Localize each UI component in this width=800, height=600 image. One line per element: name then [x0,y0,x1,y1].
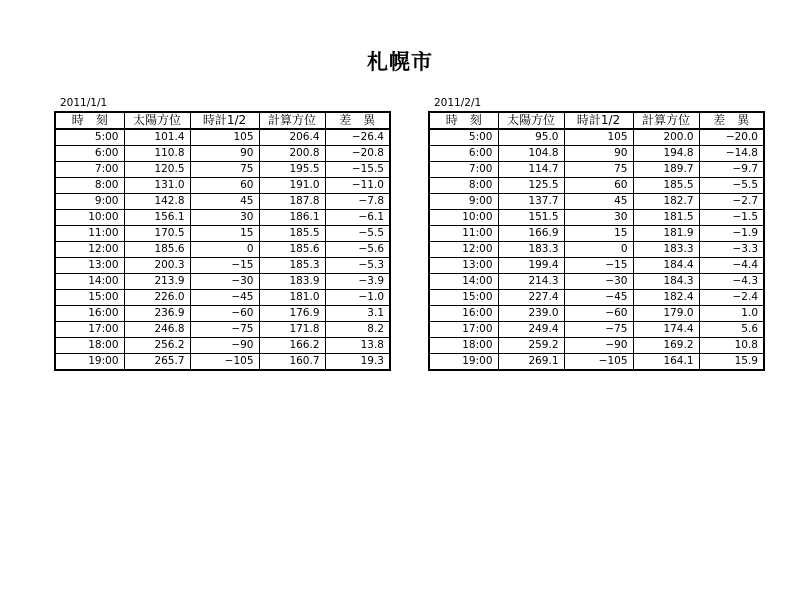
cell-difference: −15.5 [325,162,390,178]
cell-sun-azimuth: 259.2 [498,338,564,354]
cell-difference: 15.9 [699,354,764,371]
cell-time: 16:00 [429,306,498,322]
cell-time: 7:00 [55,162,124,178]
column-header-time: 時 刻 [55,112,124,129]
table-date-label: 2011/1/1 [60,97,108,109]
cell-computed-azimuth: 191.0 [259,178,325,194]
table-row [55,322,390,338]
cell-sun-azimuth: 236.9 [124,306,190,322]
cell-clock-half: 15 [190,226,259,242]
cell-sun-azimuth: 120.5 [124,162,190,178]
cell-sun-azimuth: 265.7 [124,354,190,371]
cell-clock-half: 0 [190,242,259,258]
cell-time: 15:00 [55,290,124,306]
column-header-clock-half: 時計1/2 [190,112,259,129]
cell-difference: −5.3 [325,258,390,274]
cell-difference: −3.3 [699,242,764,258]
cell-computed-azimuth: 164.1 [633,354,699,371]
cell-difference: 10.8 [699,338,764,354]
cell-difference: 1.0 [699,306,764,322]
column-header-computed-azimuth: 計算方位 [259,112,325,129]
cell-difference: 8.2 [325,322,390,338]
table-block-left [54,96,391,371]
cell-clock-half: −30 [564,274,633,290]
cell-time: 18:00 [429,338,498,354]
column-header-computed-azimuth: 計算方位 [633,112,699,129]
cell-clock-half: 15 [564,226,633,242]
cell-difference: 13.8 [325,338,390,354]
cell-time: 14:00 [429,274,498,290]
cell-computed-azimuth: 166.2 [259,338,325,354]
header-row [429,112,764,129]
cell-sun-azimuth: 166.9 [498,226,564,242]
cell-time: 15:00 [429,290,498,306]
cell-computed-azimuth: 181.0 [259,290,325,306]
cell-time: 11:00 [429,226,498,242]
cell-computed-azimuth: 171.8 [259,322,325,338]
table-row [429,274,764,290]
cell-computed-azimuth: 182.7 [633,194,699,210]
cell-time: 12:00 [429,242,498,258]
cell-sun-azimuth: 131.0 [124,178,190,194]
cell-sun-azimuth: 200.3 [124,258,190,274]
cell-sun-azimuth: 227.4 [498,290,564,306]
table-row [55,194,390,210]
table-row [429,162,764,178]
table-row [55,178,390,194]
cell-sun-azimuth: 249.4 [498,322,564,338]
column-header-difference: 差 異 [699,112,764,129]
table-body [429,129,764,370]
table-row [55,354,390,371]
cell-computed-azimuth: 181.5 [633,210,699,226]
cell-sun-azimuth: 183.3 [498,242,564,258]
cell-computed-azimuth: 186.1 [259,210,325,226]
cell-computed-azimuth: 200.0 [633,129,699,146]
cell-computed-azimuth: 183.3 [633,242,699,258]
cell-sun-azimuth: 213.9 [124,274,190,290]
table-body [55,129,390,370]
table-row [55,290,390,306]
table-row [429,354,764,371]
cell-sun-azimuth: 142.8 [124,194,190,210]
cell-time: 9:00 [429,194,498,210]
cell-time: 19:00 [55,354,124,371]
cell-computed-azimuth: 185.3 [259,258,325,274]
cell-clock-half: −60 [190,306,259,322]
cell-difference: −20.0 [699,129,764,146]
cell-sun-azimuth: 214.3 [498,274,564,290]
cell-time: 14:00 [55,274,124,290]
cell-time: 17:00 [429,322,498,338]
cell-computed-azimuth: 194.8 [633,146,699,162]
table-row [55,146,390,162]
cell-time: 19:00 [429,354,498,371]
table-row [429,306,764,322]
cell-sun-azimuth: 246.8 [124,322,190,338]
cell-time: 13:00 [55,258,124,274]
cell-difference: −9.7 [699,162,764,178]
cell-difference: −4.3 [699,274,764,290]
cell-sun-azimuth: 137.7 [498,194,564,210]
cell-computed-azimuth: 181.9 [633,226,699,242]
cell-computed-azimuth: 179.0 [633,306,699,322]
cell-sun-azimuth: 185.6 [124,242,190,258]
page-title: 札幌市 [367,50,433,74]
cell-time: 6:00 [55,146,124,162]
cell-sun-azimuth: 226.0 [124,290,190,306]
cell-time: 18:00 [55,338,124,354]
cell-clock-half: 30 [190,210,259,226]
cell-sun-azimuth: 110.8 [124,146,190,162]
cell-clock-half: −30 [190,274,259,290]
table-row [429,178,764,194]
cell-clock-half: −75 [564,322,633,338]
cell-computed-azimuth: 184.3 [633,274,699,290]
cell-computed-azimuth: 189.7 [633,162,699,178]
table-row [429,322,764,338]
cell-difference: −3.9 [325,274,390,290]
table-row [55,242,390,258]
cell-computed-azimuth: 200.8 [259,146,325,162]
cell-sun-azimuth: 269.1 [498,354,564,371]
cell-computed-azimuth: 185.5 [633,178,699,194]
table-row [55,162,390,178]
table-row [429,129,764,146]
table-row [429,242,764,258]
cell-clock-half: 105 [190,129,259,146]
cell-difference: −6.1 [325,210,390,226]
cell-sun-azimuth: 104.8 [498,146,564,162]
cell-clock-half: −60 [564,306,633,322]
cell-clock-half: −90 [190,338,259,354]
column-header-difference: 差 異 [325,112,390,129]
cell-clock-half: 75 [190,162,259,178]
cell-sun-azimuth: 114.7 [498,162,564,178]
cell-clock-half: 90 [564,146,633,162]
cell-sun-azimuth: 239.0 [498,306,564,322]
cell-clock-half: −45 [564,290,633,306]
table-row [429,194,764,210]
cell-clock-half: −105 [564,354,633,371]
table-row [429,258,764,274]
cell-computed-azimuth: 184.4 [633,258,699,274]
table-row [55,210,390,226]
cell-clock-half: −105 [190,354,259,371]
cell-time: 8:00 [429,178,498,194]
table-block-right [428,96,765,371]
cell-time: 13:00 [429,258,498,274]
cell-clock-half: 75 [564,162,633,178]
cell-difference: −14.8 [699,146,764,162]
cell-difference: −1.5 [699,210,764,226]
cell-difference: 3.1 [325,306,390,322]
cell-computed-azimuth: 182.4 [633,290,699,306]
table-row [429,338,764,354]
table-row [55,338,390,354]
cell-sun-azimuth: 170.5 [124,226,190,242]
cell-clock-half: −15 [564,258,633,274]
cell-clock-half: 60 [564,178,633,194]
cell-time: 5:00 [429,129,498,146]
cell-difference: −7.8 [325,194,390,210]
cell-clock-half: 45 [564,194,633,210]
cell-time: 7:00 [429,162,498,178]
table-row [55,258,390,274]
cell-sun-azimuth: 101.4 [124,129,190,146]
table-row [429,146,764,162]
cell-difference: −2.7 [699,194,764,210]
table-row [55,306,390,322]
column-header-sun-azimuth: 太陽方位 [124,112,190,129]
cell-time: 6:00 [429,146,498,162]
cell-clock-half: 45 [190,194,259,210]
cell-clock-half: −90 [564,338,633,354]
cell-difference: −1.9 [699,226,764,242]
cell-clock-half: 60 [190,178,259,194]
table-row [55,129,390,146]
cell-sun-azimuth: 151.5 [498,210,564,226]
cell-clock-half: −15 [190,258,259,274]
cell-sun-azimuth: 125.5 [498,178,564,194]
cell-difference: −26.4 [325,129,390,146]
table-date-label: 2011/2/1 [434,97,482,109]
cell-computed-azimuth: 169.2 [633,338,699,354]
cell-computed-azimuth: 185.6 [259,242,325,258]
table-row [55,226,390,242]
cell-difference: −20.8 [325,146,390,162]
cell-time: 9:00 [55,194,124,210]
cell-clock-half: 90 [190,146,259,162]
column-header-clock-half: 時計1/2 [564,112,633,129]
cell-sun-azimuth: 156.1 [124,210,190,226]
table-row [429,210,764,226]
cell-sun-azimuth: 199.4 [498,258,564,274]
cell-difference: −5.5 [325,226,390,242]
cell-difference: −5.5 [699,178,764,194]
cell-computed-azimuth: 185.5 [259,226,325,242]
cell-sun-azimuth: 256.2 [124,338,190,354]
table-row [55,274,390,290]
column-header-sun-azimuth: 太陽方位 [498,112,564,129]
cell-computed-azimuth: 160.7 [259,354,325,371]
cell-difference: −4.4 [699,258,764,274]
header-row [55,112,390,129]
cell-time: 16:00 [55,306,124,322]
table-row [429,226,764,242]
cell-time: 17:00 [55,322,124,338]
cell-time: 12:00 [55,242,124,258]
cell-time: 10:00 [55,210,124,226]
cell-computed-azimuth: 183.9 [259,274,325,290]
cell-sun-azimuth: 95.0 [498,129,564,146]
cell-time: 10:00 [429,210,498,226]
cell-clock-half: 0 [564,242,633,258]
data-table [54,111,391,371]
cell-computed-azimuth: 174.4 [633,322,699,338]
cell-difference: −1.0 [325,290,390,306]
cell-time: 8:00 [55,178,124,194]
cell-time: 11:00 [55,226,124,242]
cell-time: 5:00 [55,129,124,146]
cell-difference: −2.4 [699,290,764,306]
column-header-time: 時 刻 [429,112,498,129]
cell-difference: −11.0 [325,178,390,194]
cell-computed-azimuth: 187.8 [259,194,325,210]
cell-difference: 19.3 [325,354,390,371]
cell-clock-half: −45 [190,290,259,306]
cell-computed-azimuth: 206.4 [259,129,325,146]
cell-clock-half: 30 [564,210,633,226]
table-row [429,290,764,306]
cell-difference: −5.6 [325,242,390,258]
cell-computed-azimuth: 176.9 [259,306,325,322]
cell-computed-azimuth: 195.5 [259,162,325,178]
cell-clock-half: 105 [564,129,633,146]
data-table [428,111,765,371]
cell-clock-half: −75 [190,322,259,338]
cell-difference: 5.6 [699,322,764,338]
